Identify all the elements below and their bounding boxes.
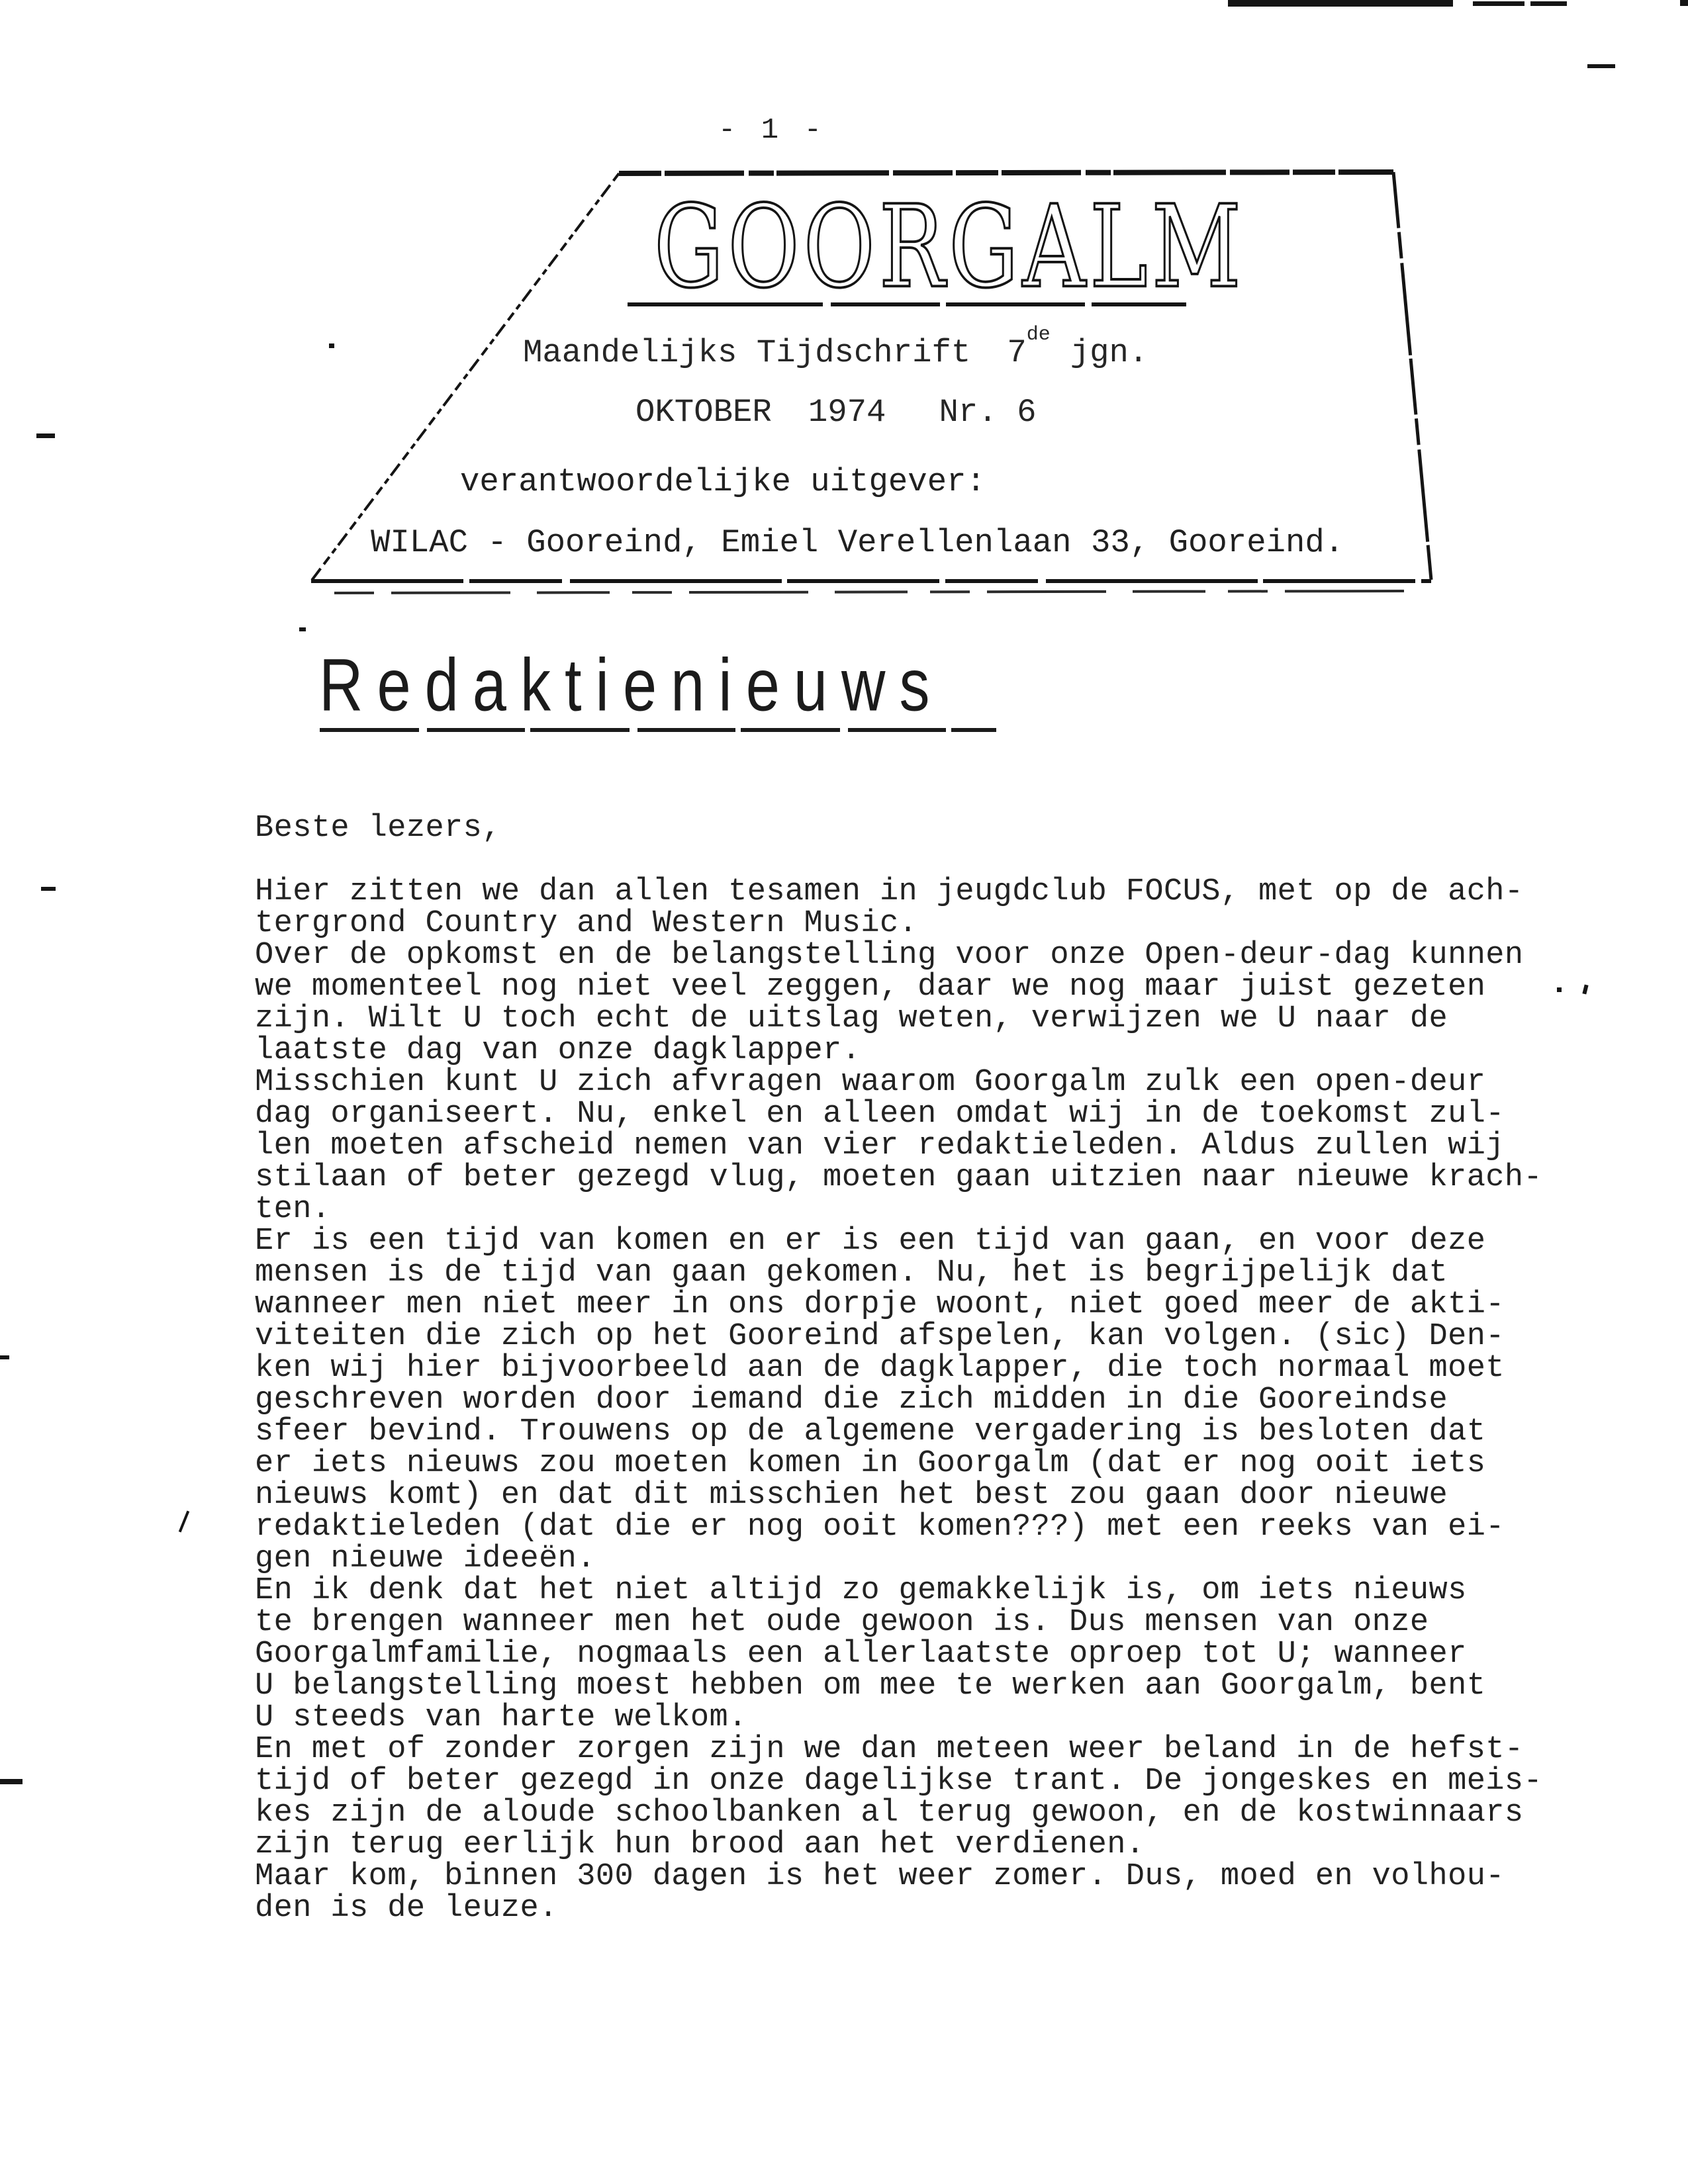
text-line: len moeten afscheid nemen van vier redaktieleden. Aldus zullen wij xyxy=(255,1128,1505,1163)
publisher-line: WILAC - Gooreind, Emiel Verellenlaan 33, Gooreind. xyxy=(371,524,1344,561)
scan-artifact-body-dot xyxy=(1557,987,1562,992)
scan-artifact-left-dash-2 xyxy=(41,887,56,891)
issue-month: OKTOBER xyxy=(635,394,772,431)
scan-artifact-body-comma xyxy=(1582,984,1588,994)
text-line: Over de opkomst en de belangstelling voor onze Open-deur-dag kunnen xyxy=(255,938,1524,973)
text-line: stilaan of beter gezegd vlug, moeten gaan uitzien naar nieuwe krach- xyxy=(255,1160,1543,1195)
text-line: redaktieleden (dat die er nog ooit komen???) met een reeks van ei- xyxy=(255,1510,1505,1545)
text-line: Misschien kunt U zich afvragen waarom Goorgalm zulk een open-deur xyxy=(255,1065,1486,1100)
text-line: Goorgalmfamilie, nogmaals een allerlaatste oproep tot U; wanneer xyxy=(255,1637,1467,1672)
volume-suffix: jgn. xyxy=(1070,334,1149,371)
section-heading: Redaktienieuws xyxy=(319,644,944,727)
text-line: tijd of beter gezegd in onze dagelijkse trant. De jongeskes en meis- xyxy=(255,1764,1543,1799)
text-line: laatste dag van onze dagklapper. xyxy=(255,1033,861,1068)
text-line: U steeds van harte welkom. xyxy=(255,1700,747,1735)
masthead-subtitle xyxy=(523,323,1149,371)
scan-artifact-right-dash xyxy=(1587,64,1615,68)
text-line: Hier zitten we dan allen tesamen in jeugdclub FOCUS, met op de ach- xyxy=(255,874,1524,909)
text-line: mensen is de tijd van gaan gekomen. Nu, het is begrijpelijk dat xyxy=(255,1255,1448,1291)
text-line: we momenteel nog niet veel zeggen, daar we nog maar juist gezeten xyxy=(255,970,1486,1005)
scan-artifact-left-dash-1 xyxy=(36,433,55,438)
masthead-issue-line xyxy=(635,394,1037,431)
text-line xyxy=(255,844,1542,876)
text-line: den is de leuze. xyxy=(255,1891,558,1926)
subtitle-text: Maandelijks Tijdschrift xyxy=(523,334,971,371)
scan-artifact-backslash xyxy=(179,1510,189,1532)
text-line: sfeer bevind. Trouwens op de algemene vergadering is besloten dat xyxy=(255,1414,1486,1449)
text-line: Beste lezers, xyxy=(255,811,501,846)
text-line: wanneer men niet meer in ons dorpje woont, niet goed meer de akti- xyxy=(255,1287,1505,1322)
issue-number: Nr. 6 xyxy=(939,394,1037,431)
text-line: tergrond Country and Western Music. xyxy=(255,906,918,941)
scan-artifact-dot xyxy=(329,343,334,348)
text-line: Er is een tijd van komen en er is een tijd van gaan, en voor deze xyxy=(255,1224,1486,1259)
magazine-title: GOORGALM xyxy=(654,181,1245,314)
scan-artifact-top-dash-2 xyxy=(1530,1,1567,6)
text-line: zijn terug eerlijk hun brood aan het verdienen. xyxy=(255,1827,1145,1862)
text-line: viteiten die zich op het Gooreind afspelen, kan volgen. (sic) Den- xyxy=(255,1319,1505,1354)
text-line: gen nieuwe ideeën. xyxy=(255,1541,596,1576)
text-line: te brengen wanneer men het oude gewoon is. Dus mensen van onze xyxy=(255,1605,1429,1640)
heading-underline xyxy=(320,728,996,732)
scan-artifact-top-dot xyxy=(1680,0,1688,6)
scan-artifact-left-edge-dash-1 xyxy=(0,1355,9,1359)
text-line: kes zijn de aloude schoolbanken al terug gewoon, en de kostwinnaars xyxy=(255,1796,1524,1831)
text-line: ken wij hier bijvoorbeeld aan de dagklapper, die toch normaal moet xyxy=(255,1351,1505,1386)
text-line: geschreven worden door iemand die zich midden in die Gooreindse xyxy=(255,1383,1448,1418)
text-line: En met of zonder zorgen zijn we dan meteen weer beland in de hefst- xyxy=(255,1732,1524,1767)
issue-year: 1974 xyxy=(808,394,886,431)
scan-artifact-left-edge-dash-2 xyxy=(0,1779,23,1784)
text-line: U belangstelling moest hebben om mee te werken aan Goorgalm, bent xyxy=(255,1668,1486,1704)
scan-artifact-heading-tick xyxy=(299,627,306,631)
text-line: En ik denk dat het niet altijd zo gemakkelijk is, om iets nieuws xyxy=(255,1573,1467,1608)
text-line: Maar kom, binnen 300 dagen is het weer zomer. Dus, moed en volhou- xyxy=(255,1859,1505,1894)
publisher-label: verantwoordelijke uitgever: xyxy=(460,463,986,500)
text-line: ten. xyxy=(255,1192,331,1227)
volume-superscript: de xyxy=(1026,323,1051,346)
scan-artifact-top-dash-1 xyxy=(1473,1,1524,6)
page-number: - 1 - xyxy=(718,114,826,147)
text-line: nieuws komt) en dat dit misschien het best zou gaan door nieuwe xyxy=(255,1478,1448,1513)
text-line: er iets nieuws zou moeten komen in Goorgalm (dat er nog ooit iets xyxy=(255,1446,1486,1481)
article-body xyxy=(255,813,1542,1925)
text-line: dag organiseert. Nu, enkel en alleen omdat wij in de toekomst zul- xyxy=(255,1097,1505,1132)
volume-label: 7de xyxy=(1007,323,1051,371)
scan-artifact-top-line xyxy=(1228,0,1453,7)
text-line: zijn. Wilt U toch echt de uitslag weten, verwijzen we U naar de xyxy=(255,1001,1448,1036)
